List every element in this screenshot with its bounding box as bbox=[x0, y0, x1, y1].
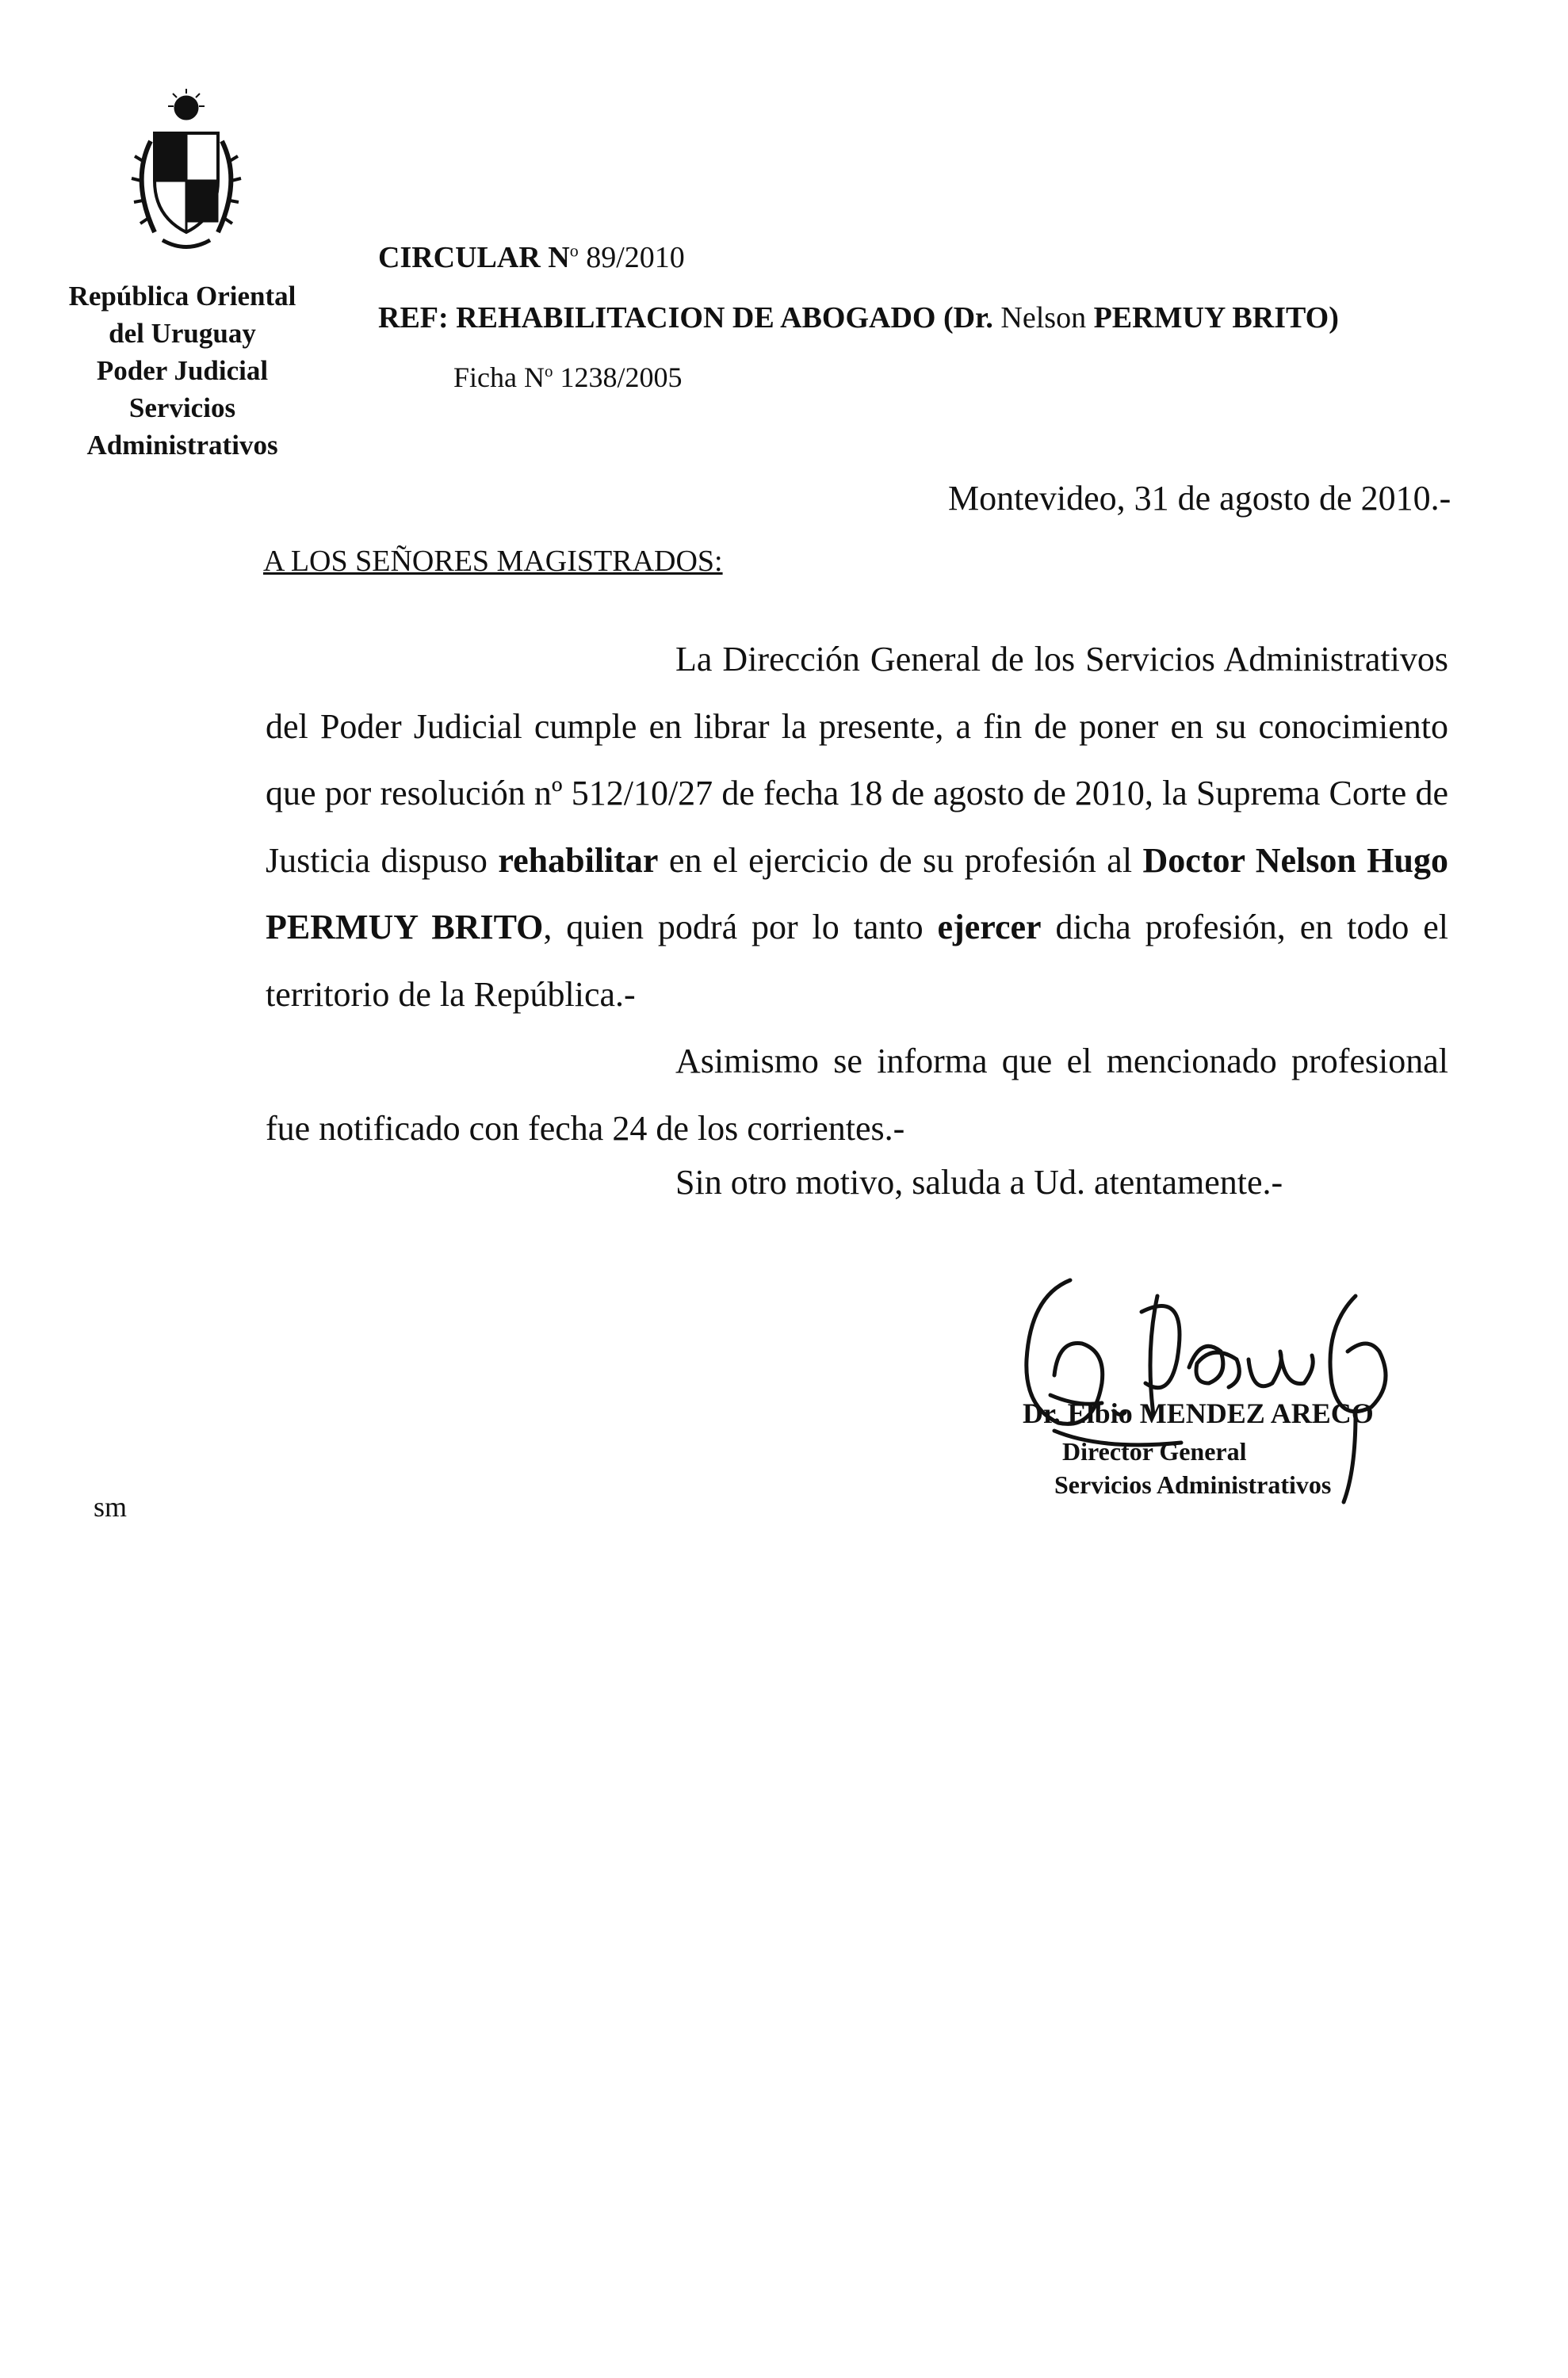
institution-line: Poder Judicial bbox=[96, 355, 269, 386]
institution-line: Servicios bbox=[128, 392, 236, 423]
signatory-office: Servicios Administrativos bbox=[1054, 1470, 1332, 1499]
body-paragraph: La Dirección General de los Servicios Administrativos del Poder Judicial cumple en librar la presente, a fin de poner en su conocimiento que por resolución nº 512/10/27 de fecha 18 de agosto de 2010, la Suprema Corte de Justicia dispuso rehabilitar en el ejercicio de su profesión al Doctor Nelson Hugo PERMUY BRITO, quien podrá por lo tanto ejercer dicha profesión, en todo el territorio de la República.- bbox=[266, 640, 1448, 1014]
signatory-name: Dr. Elbio MENDEZ ARECO bbox=[1023, 1397, 1374, 1429]
institution-line: del Uruguay bbox=[109, 318, 256, 349]
institution-name bbox=[48, 277, 317, 464]
letter-date: Montevideo, 31 de agosto de 2010.- bbox=[948, 479, 1451, 518]
salutation: A LOS SEÑORES MAGISTRADOS: bbox=[263, 545, 723, 578]
reference-name-last: PERMUY BRITO) bbox=[1093, 301, 1339, 335]
institution-line: Administrativos bbox=[86, 430, 278, 461]
signatory-title: Director General bbox=[1062, 1437, 1247, 1466]
circular-number: CIRCULAR $N^o$ 89/2010 bbox=[378, 240, 685, 274]
reference-name-first: Nelson bbox=[1000, 301, 1094, 335]
ficha-number: Ficha $N^o$ 1238/2005 bbox=[453, 361, 683, 393]
institution-line: República Oriental bbox=[68, 281, 296, 312]
coat-of-arms-icon bbox=[119, 86, 254, 258]
body-paragraph: Asimismo se informa que el mencionado profesional fue notificado con fecha 24 de los corrientes.- bbox=[266, 1042, 1448, 1148]
closing-line: Sin otro motivo, saluda a Ud. atentamente.- bbox=[675, 1163, 1283, 1202]
reference-line: REF: REHABILITACION DE ABOGADO (Dr. Nelson PERMUY BRITO) bbox=[378, 301, 1339, 335]
coat-of-arms-icon bbox=[119, 86, 254, 258]
typist-initials: sm bbox=[94, 1491, 128, 1523]
